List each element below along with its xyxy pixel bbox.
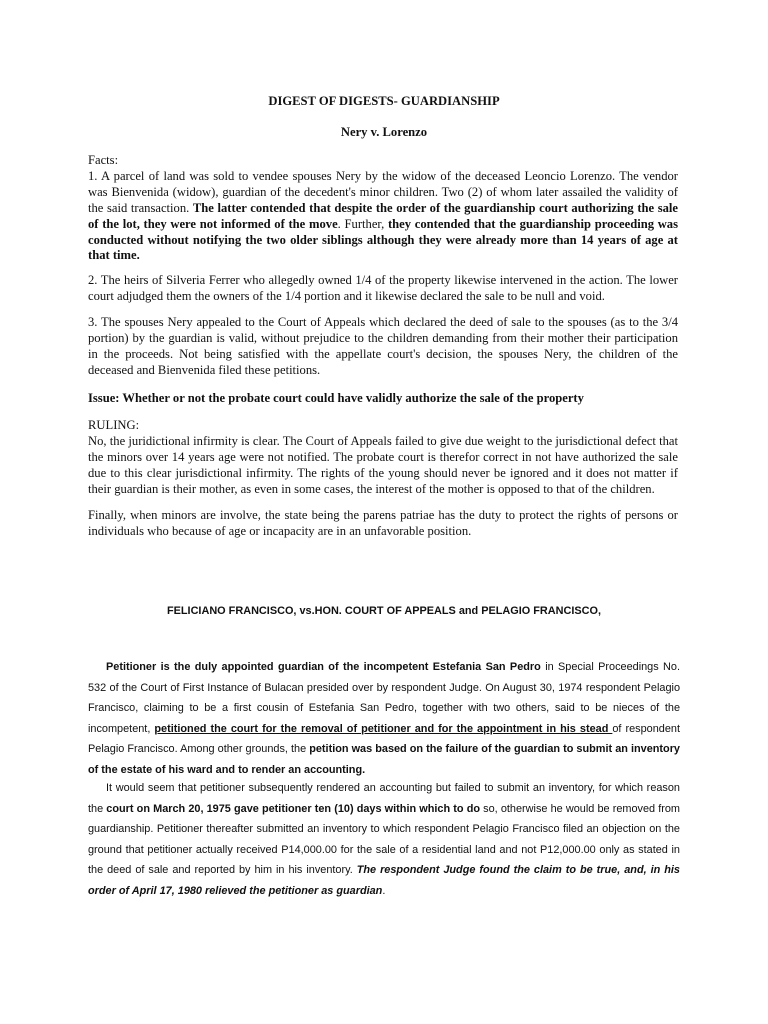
case-title-nery: Nery v. Lorenzo [340,125,428,139]
case-title-francisco [0,601,768,622]
p2-bold-italic: The respondent Judge found the claim to be true, and, in his order of April 17, 1980 relieved the petitioner as guardian [88,864,680,897]
p2-text-a: It would seem that petitioner subsequently rendered an accounting but failed to submit an inventory, for which reason the [88,782,680,815]
finally-paragraph: Finally, when minors are involve, the state being the parens patriae has the duty to protect the rights of persons or individuals who because of age or incapacity are in an unfavorable position. [88,508,678,538]
fact1-text-a: 1. A parcel of land was sold to vendee spouses Nery by the widow of the deceased Leoncio Lorenzo. The vendor was Bienvenida (widow), guardian of the decedent's minor children. Two (2) of whom later assailed the validity of the said transaction. [88,168,678,215]
ruling-paragraph [88,418,678,498]
francisco-paragraph-2 [88,778,680,901]
p1-bold-a: Petitioner is the duly appointed guardian of the incompetent Estefania San Pedro [106,661,541,673]
fact1-bold-a: The latter contended that despite the order of the guardianship court authorizing the sale of the lot, they were not informed of the move [88,200,678,231]
francisco-paragraph-1 [88,657,680,780]
p1-text-a: in Special Proceedings No. 532 of the Court of First Instance of Bulacan presided over by respondent Judge. On August 30, 1974 respondent Pelagio Francisco, claiming to be a first cousin of Estefania San Pedro, together with two others, said to be nieces of the incompetent, [88,661,681,735]
fact1-bold-b: they contended that the guardianship proceeding was conducted without notifying the two older siblings although they were already more than 14 years of age at that time. [88,216,679,263]
p1-text-b: of respondent Pelagio Francisco. Among other grounds, the [88,722,680,755]
facts-paragraph [88,153,678,264]
document-title: DIGEST OF DIGESTS- GUARDIANSHIP [268,94,500,108]
p1-underlined: petitioned the court for the removal of petitioner and for the appointment in his stead [154,722,613,735]
facts-label: Facts: [88,153,119,167]
ruling-text: No, the juridictional infirmity is clear. The Court of Appeals failed to give due weight to the jurisdictional defect that the minors over 14 years age were not notified. The probate court is therefor correct in not have authorized the sale due to this clear jurisdictional infirmity. The rights of the young should never be ignored and it does not matter if their guardian is their mother, as even in some cases, the interest of the mother is opposed to that of the children. [88,433,678,496]
p2-period: . [382,884,386,897]
p1-bold-b: petition was based on the failure of the guardian to submit an inventory of the estate of his ward and to render an accounting. [88,743,680,776]
issue-paragraph [88,391,678,407]
p2-text-b: so, otherwise he would be removed from guardianship. Petitioner thereafter submitted an inventory to which respondent Pelagio Francisco filed an objection on the ground that petitioner actually received P14,000.00 for the sale of a residential land and not P12,000.00 only as stated in the deed of sale and reported by him in his inventory. [88,802,681,876]
issue-text: Issue: Whether or not the probate court could have validly authorize the sale of the property [88,391,584,405]
fact1-text-b: . Further, [337,216,388,231]
ruling-label: RULING: [88,418,140,432]
p2-bold-a: court on March 20, 1975 gave petitioner ten (10) days within which to do [106,802,481,815]
fact2-paragraph: 2. The heirs of Silveria Ferrer who allegedly owned 1/4 of the property likewise intervened in the action. The lower court adjudged them the owners of the 1/4 portion and it likewise declared the sale to be null and void. [88,273,678,303]
case-title-francisco-text: FELICIANO FRANCISCO, vs.HON. COURT OF APPEALS and PELAGIO FRANCISCO, [166,605,602,617]
fact3-paragraph: 3. The spouses Nery appealed to the Court of Appeals which declared the deed of sale to the spouses (as to the 3/4 portion) by the guardian is valid, without prejudice to the children demanding from their mother their participation in the proceeds. Not being satisfied with the appellate court's decision, the spouses Nery, the children of the deceased and Bienvenida filed these petitions. [88,315,678,377]
